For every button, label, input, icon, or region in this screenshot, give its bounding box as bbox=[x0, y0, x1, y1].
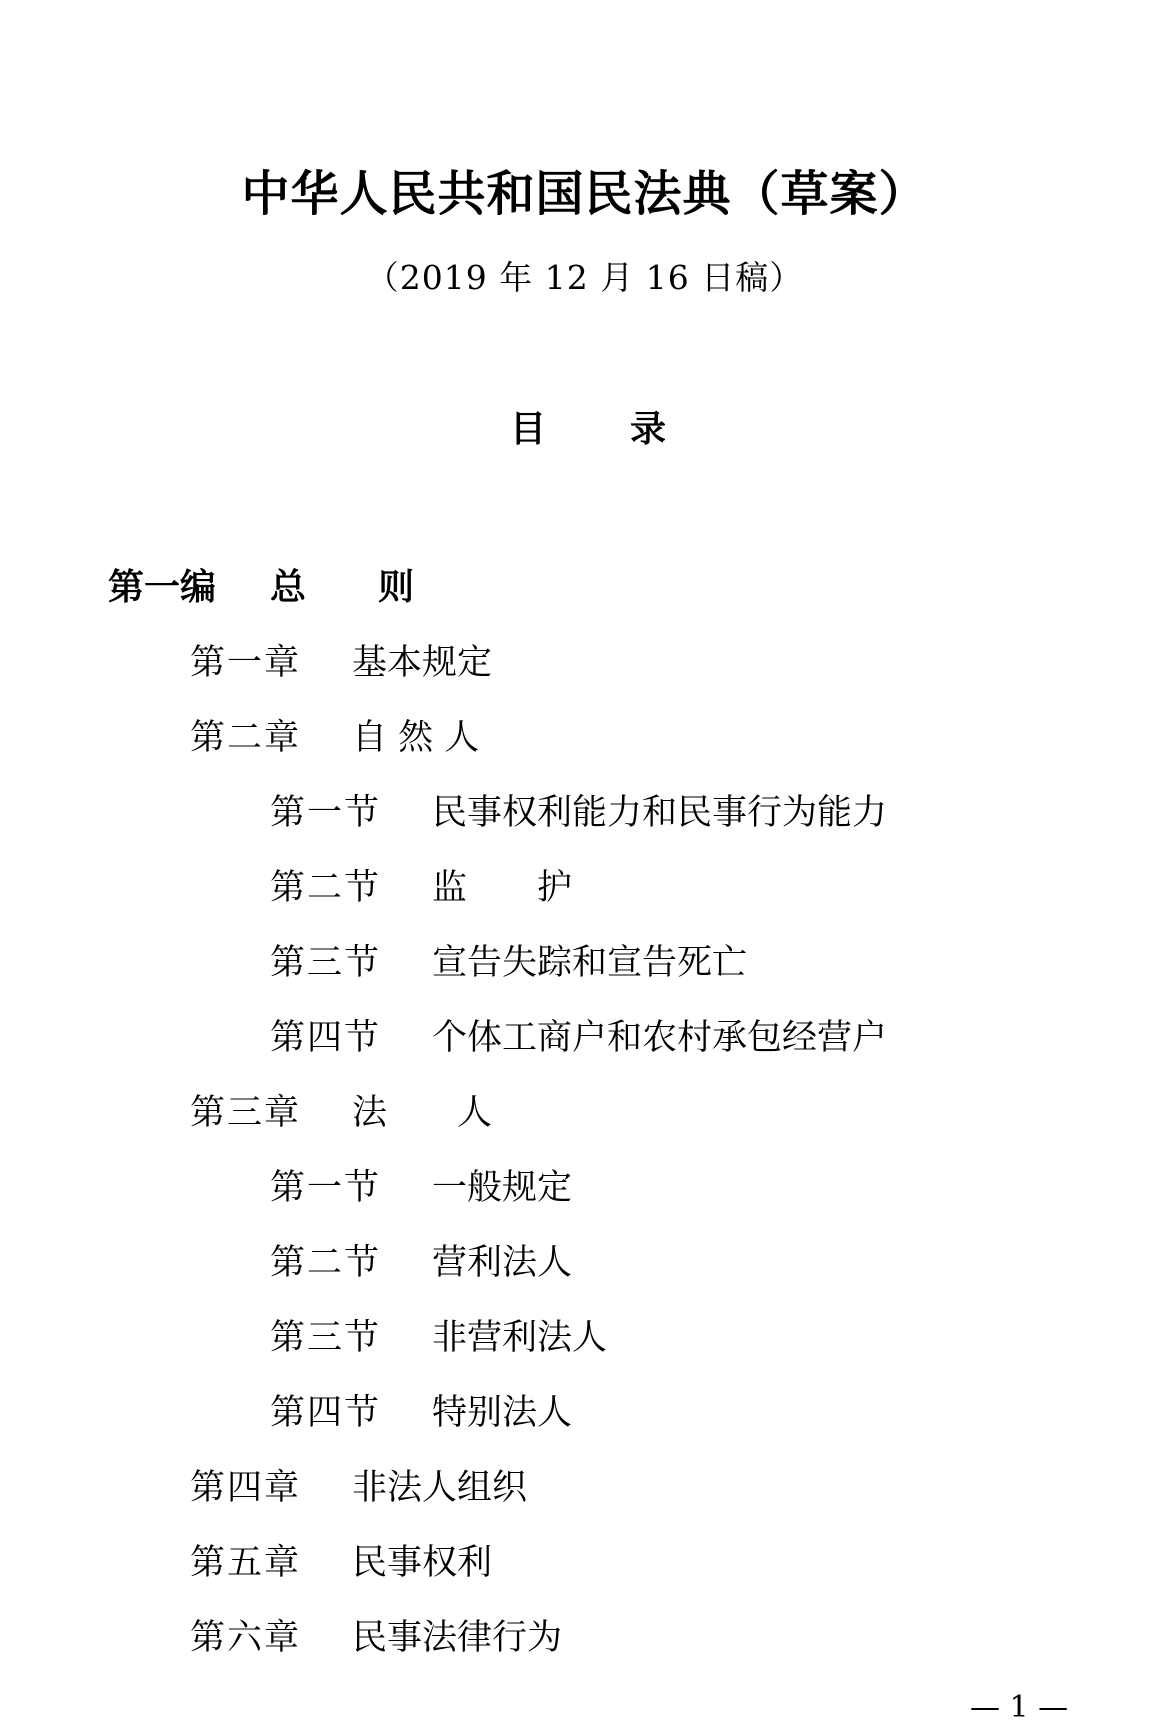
toc-section[interactable] bbox=[270, 1387, 1129, 1439]
toc-entry-title: 监 护 bbox=[432, 868, 573, 908]
toc-entry-title: 民事权利 bbox=[352, 1543, 493, 1583]
toc-entry-title: 民事权利能力和民事行为能力 bbox=[432, 793, 888, 833]
toc-entry-label: 第四章 bbox=[190, 1468, 302, 1508]
toc-entry-label: 第四节 bbox=[270, 1393, 382, 1433]
toc-heading-char-1: 目 bbox=[510, 409, 547, 450]
toc-section[interactable] bbox=[270, 1312, 1129, 1364]
toc-entry-label: 第五章 bbox=[190, 1543, 302, 1583]
toc-entry-label: 第二章 bbox=[190, 718, 302, 758]
toc-entry-title: 特别法人 bbox=[432, 1393, 573, 1433]
toc-chapter[interactable] bbox=[190, 1612, 1129, 1664]
toc-chapter[interactable] bbox=[190, 1087, 1129, 1139]
toc-entry-label: 第六章 bbox=[190, 1618, 302, 1658]
toc-entry-label: 第三节 bbox=[270, 1318, 382, 1358]
toc-chapter[interactable] bbox=[190, 1462, 1129, 1514]
page-number: — 1 — bbox=[970, 1690, 1069, 1725]
toc-section[interactable] bbox=[270, 862, 1129, 914]
toc-entry-label: 第一节 bbox=[270, 793, 382, 833]
toc-entry-title: 总 则 bbox=[270, 567, 415, 608]
toc-chapter[interactable] bbox=[190, 1537, 1129, 1589]
toc-entry-label: 第二节 bbox=[270, 1243, 382, 1283]
toc-entry-label: 第三节 bbox=[270, 943, 382, 983]
toc-entry-title: 自 然 人 bbox=[352, 718, 480, 758]
toc-entry-title: 非营利法人 bbox=[432, 1318, 608, 1358]
toc-heading bbox=[0, 404, 1169, 456]
toc-entry-label: 第三章 bbox=[190, 1093, 302, 1133]
toc-entry-label: 第一节 bbox=[270, 1168, 382, 1208]
document-subtitle: （2019 年 12 月 16 日稿） bbox=[365, 258, 804, 297]
toc-entry-label: 第二节 bbox=[270, 868, 382, 908]
toc-entry-label: 第一章 bbox=[190, 643, 302, 683]
toc-entry-title: 营利法人 bbox=[432, 1243, 573, 1283]
toc-section[interactable] bbox=[270, 787, 1129, 839]
toc-section[interactable] bbox=[270, 1237, 1129, 1289]
document-title: 中华人民共和国民法典（草案） bbox=[241, 166, 928, 222]
toc-entry-label: 第四节 bbox=[270, 1018, 382, 1058]
toc-entry-title: 非法人组织 bbox=[352, 1468, 528, 1508]
toc-entry-title: 宣告失踪和宣告死亡 bbox=[432, 943, 748, 983]
toc-section[interactable] bbox=[270, 1012, 1129, 1064]
toc-entry-title: 法 人 bbox=[352, 1093, 493, 1133]
toc-entry-label: 第一编 bbox=[108, 567, 217, 608]
toc-entry-title: 一般规定 bbox=[432, 1168, 573, 1208]
toc-chapter[interactable] bbox=[190, 637, 1129, 689]
toc-chapter[interactable] bbox=[190, 712, 1129, 764]
toc-entry-title: 民事法律行为 bbox=[352, 1618, 563, 1658]
toc-heading-char-2: 录 bbox=[630, 409, 667, 450]
toc-section[interactable] bbox=[270, 1162, 1129, 1214]
toc-entry-title: 个体工商户和农村承包经营户 bbox=[432, 1018, 888, 1058]
toc-entry-title: 基本规定 bbox=[352, 643, 493, 683]
toc-part[interactable] bbox=[108, 562, 1129, 614]
toc-section[interactable] bbox=[270, 937, 1129, 989]
